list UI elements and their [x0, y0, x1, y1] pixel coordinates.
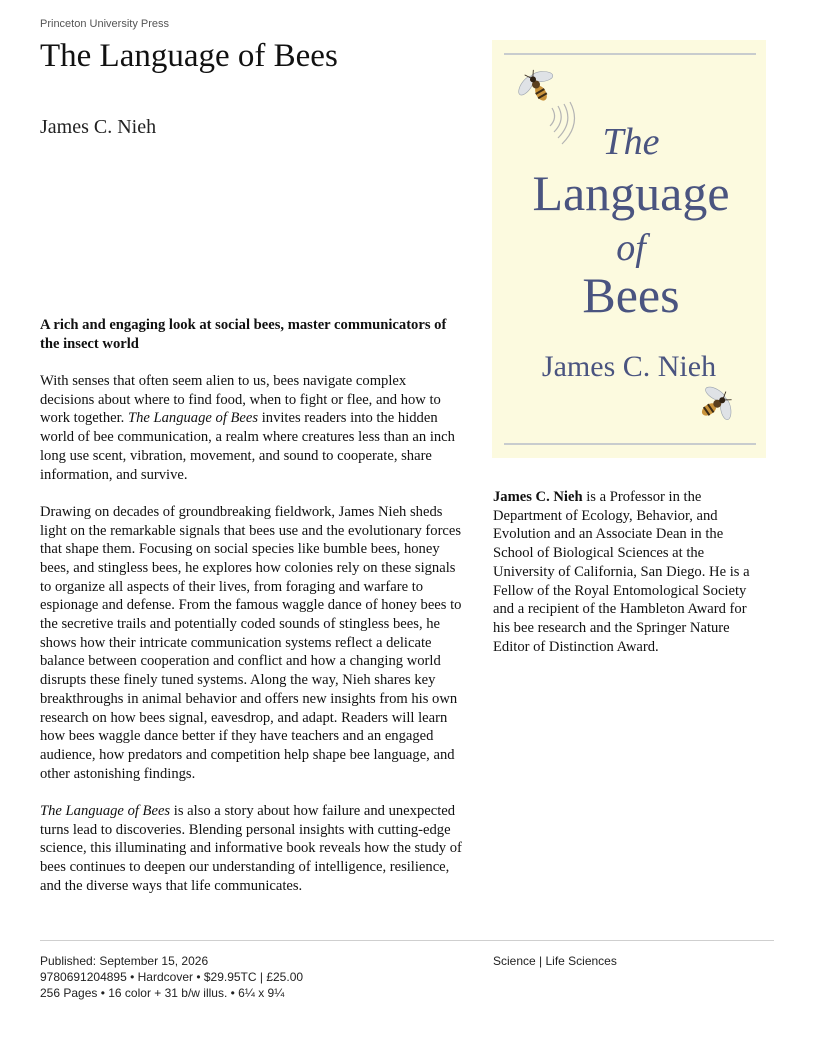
bee-bottom-icon	[690, 378, 740, 431]
cover-title-bees: Bees	[582, 267, 680, 323]
description	[40, 316, 462, 914]
vibration-waves-icon	[550, 102, 575, 144]
book-cover	[492, 40, 766, 458]
p3-book-title: The Language of Bees	[40, 802, 171, 819]
p1-text-after: invites readers into the hidden world of bee communication, a realm where creatures less than an inch long use scent, vibration, movement, and sound to cooperate, share information, and survive.	[40, 410, 455, 483]
description-paragraph-2: Drawing on decades of groundbreaking fieldwork, James Nieh sheds light on the remarkable signals that bees use and the evolutionary forces that shape them. Focusing on social species like bumble bees, honey bees, and stingless bees, he explores how colonies rely on these signals to organize all aspects of their lives, from foraging and warfare to espionage and defense. From the famous waggle dance of honey bees to the secretive trails and potentially coded sounds of stingless bees, he shows how their intricate communication systems reflect a delicate balance between cooperation and conflict and how a changing world disrupts these finely tuned systems. Along the way, Nieh shares key breakthroughs in animal behavior and offers new insights from his own research on how bees signal, eavesdrop, and adapt. Readers will learn how bees waggle dance better if they have teachers and an engaged audience, how predators and competition help shape bee language, and other astonishing findings.	[40, 503, 462, 782]
book-title: The Language of Bees	[40, 38, 338, 74]
publisher-name: Princeton University Press	[40, 18, 169, 30]
bio-text: is a Professor in the Department of Ecology, Behavior, and Evolution and an Associate Dean in the School of Biological Sciences at the University of California, San Diego. He is a Fellow of the Royal Entomological Society and a recipient of the Hambleton Award for his bee research and the Springer Nature Editor of Distinction Award.	[493, 489, 750, 655]
cover-title-the: The	[602, 121, 660, 163]
cover-title-language: Language	[532, 165, 730, 221]
description-paragraph-3	[40, 802, 462, 896]
page-count: 256 Pages • 16 color + 31 b/w illus. • 6¼ x 9¼	[40, 986, 285, 1000]
isbn-price: 9780691204895 • Hardcover • $29.95TC | £25.00	[40, 970, 304, 984]
cover-author: James C. Nieh	[541, 350, 717, 383]
footer-divider	[40, 940, 774, 941]
tagline: A rich and engaging look at social bees, master communicators of the insect world	[40, 317, 447, 352]
book-author: James C. Nieh	[40, 116, 157, 138]
p1-text-before: With senses that often seem alien to us, bees navigate complex decisions about where to find food, when to fight or flee, and how to work together.	[40, 373, 441, 427]
author-bio	[493, 488, 765, 656]
bio-author-name: James C. Nieh	[493, 489, 583, 505]
subject-categories: Science | Life Sciences	[493, 954, 617, 968]
publication-details	[40, 953, 303, 1001]
description-paragraph-1	[40, 372, 462, 484]
p3-text-after: is also a story about how failure and unexpected turns lead to discoveries. Blending personal insights with cutting-edge science, this illuminating and informative book reveals how the study of bees continues to deepen our understanding of intelligence, resilience, and the diverse ways that life communicates.	[40, 802, 462, 894]
p1-book-title: The Language of Bees	[127, 410, 259, 427]
cover-art	[492, 40, 766, 458]
publication-date: Published: September 15, 2026	[40, 954, 209, 968]
bee-top-icon	[511, 62, 564, 111]
cover-title-of: of	[616, 227, 646, 269]
